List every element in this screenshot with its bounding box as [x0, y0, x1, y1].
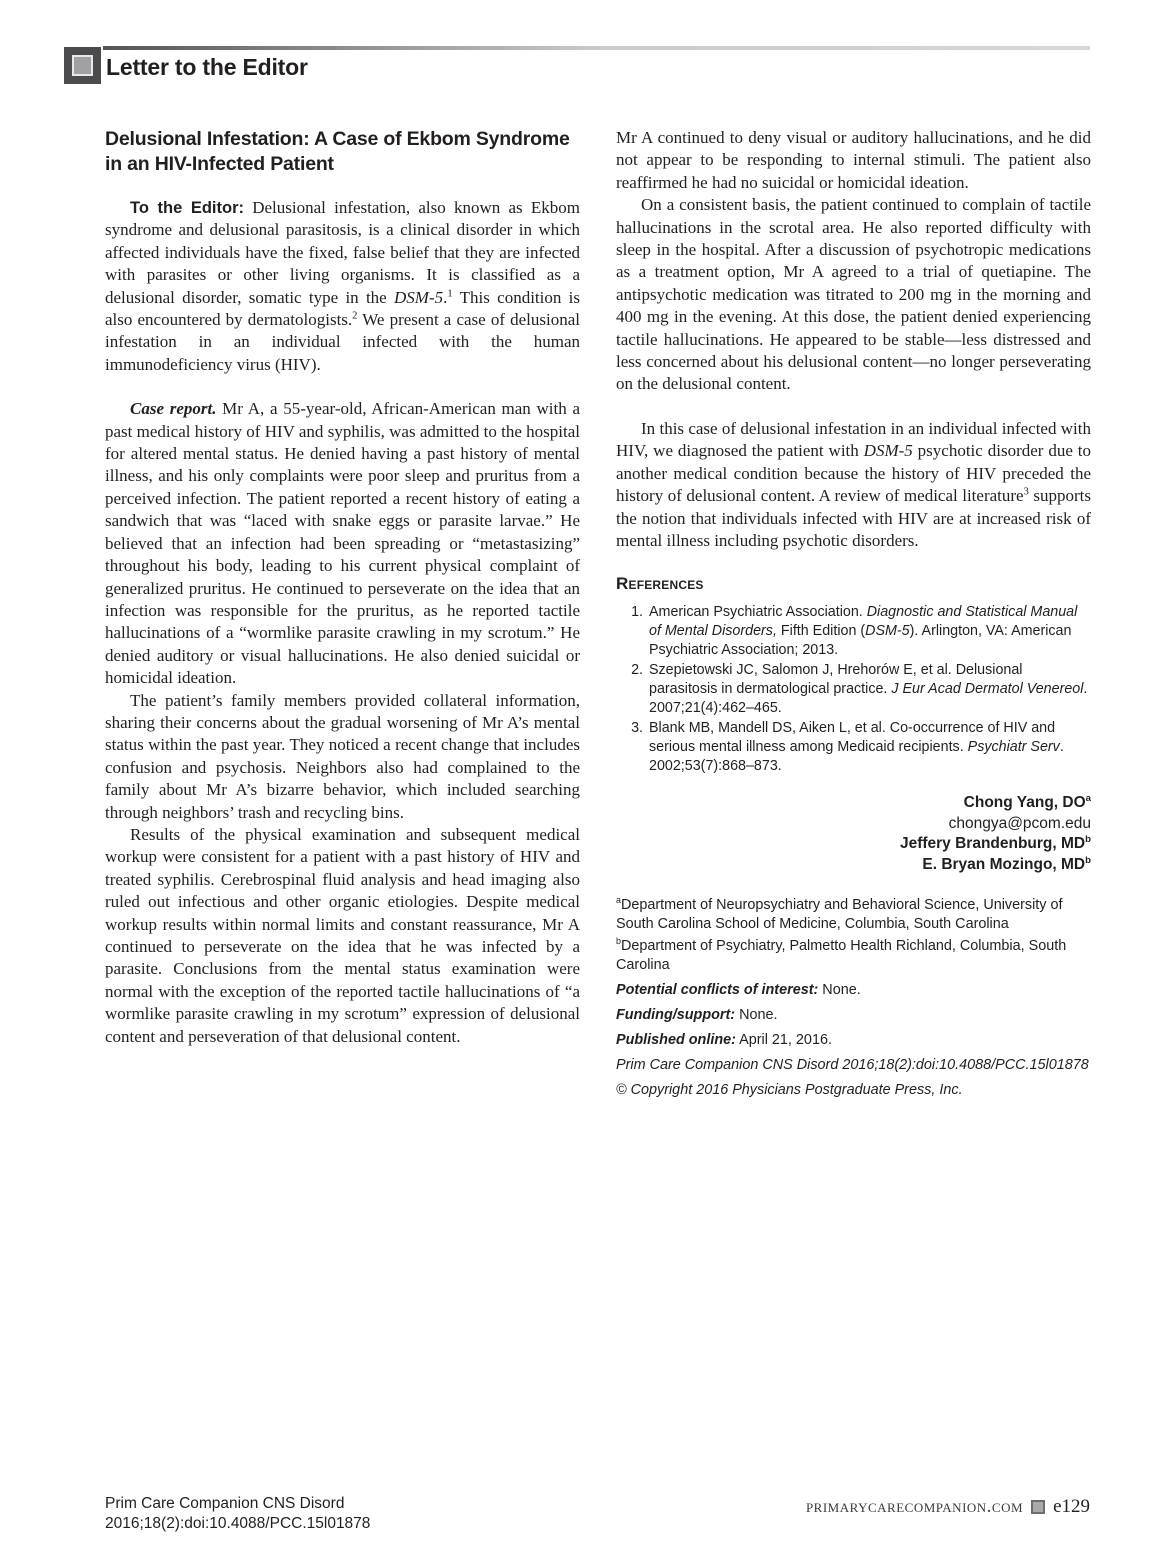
article-body [105, 127, 1091, 1100]
copyright-line: © Copyright 2016 Physicians Postgraduate Press, Inc. [616, 1082, 963, 1099]
funding-note: Funding/support: None. [616, 1007, 778, 1024]
section-title: Letter to the Editor [106, 54, 308, 80]
para-case-report: Case report. Mr A, a 55-year-old, African-American man with a past medical history of HIV and syphilis, was admitted to the hospital for altered mental status. He denied having a past history of mental illness, and his only complaints were poor sleep and pruritus from a perceived infection. The patient reported a recent history of eating a sandwich that was “laced with snake eggs or parasite larvae.” He believed that an infection had been spreading or “metastasizing” throughout his body, leading to his current physical complaint of generalized pruritus. He continued to perseverate on the idea that an infection was responsible for the pruritus, as he reported tactile hallucinations of a “wormlike parasite crawling in my scrotum.” He denied auditory or visual hallucinations. He also denied suicidal or homicidal ideation. [105, 399, 581, 688]
para-workup-results: Results of the physical examination and subsequent medical workup were consistent for a patient with a past history of HIV and treated syphilis. Cerebrospinal fluid analysis and head imaging also ruled out infectious and other organic etiologies. Despite medical workup results within normal limits and constant reassurance, Mr A continued to perseverate on the idea that he was infected by a parasite. Conclusions from the mental status examination were normal with the exception of the reported tactile hallucinations of “a wormlike parasite crawling in my scrotum” expression of delusional content and perseveration of that delusional content. [105, 824, 580, 1046]
footer-site-url: primarycarecompanion.com [805, 1496, 1024, 1517]
footer-journal-info [105, 1494, 370, 1534]
footer-square-icon [1031, 1500, 1045, 1514]
section-marker-inner-square-icon [72, 55, 93, 76]
conflicts-note: Potential conflicts of interest: None. [616, 982, 861, 999]
para-treatment: On a consistent basis, the patient continued to complain of tactile hallucinations in the scrotal area. He also reported difficulty with sleep in the hospital. After a discussion of psychotropic medications as a treatment option, Mr A agreed to a trial of quetiapine. The antipsychotic medication was titrated to 200 mg in the morning and 400 mg in the evening. At this dose, the patient denied experiencing tactile hallucinations. He appeared to be stable—less distressed and less concerned about his delusional content—no longer perseverating on the delusional content. [616, 195, 1091, 394]
footer-right [806, 1494, 1090, 1518]
references-heading: References [616, 574, 704, 594]
article-title-line1: Delusional Infestation: A Case of Ekbom Syndrome [105, 128, 570, 150]
para-family-collateral: The patient’s family members provided collateral information, sharing their concerns about the gradual worsening of Mr A’s mental status within the past year. They noticed a recent change that includes confusion and psychosis. Neighbors also had complained to the family about Mr A’s bizarre behavior, which included searching through neighbors’ trash and recycling bins. [105, 690, 580, 822]
para-hallucination-denial: Mr A continued to deny visual or auditory hallucinations, and he did not appear to be responding to internal stimuli. The patient also reaffirmed he had no suicidal or homicidal ideation. [616, 128, 1091, 192]
reference-item-2: 2. Szepietowski JC, Salomon J, Hrehorów E, et al. Delusional parasitosis in dermatological practice. J Eur Acad Dermatol Venereol. 2007;21(4):462–465. [647, 661, 1091, 718]
right-column [616, 127, 1091, 1100]
footer-journal-line1: Prim Care Companion CNS Disord [105, 1495, 345, 1512]
affiliation-b: $^b$Department of Psychiatry, Palmetto Health Richland, Columbia, South Carolina [616, 936, 1067, 974]
article-title-line2: in an HIV-Infected Patient [105, 153, 334, 175]
article-title [105, 127, 580, 177]
reference-item-3: 3. Blank MB, Mandell DS, Aiken L, et al. Co-occurrence of HIV and serious mental illness among Medicaid recipients. Psychiatr Serv. 2002;53(7):868–873. [647, 719, 1091, 776]
footer-page-number: e129 [1053, 1496, 1090, 1517]
author-name-3: E. Bryan Mozingo, $MD^b$ [922, 854, 1091, 873]
author-email: chongya@pcom.edu [948, 814, 1091, 832]
section-rule [103, 46, 1090, 50]
page-footer [105, 1494, 1090, 1534]
references-list [616, 603, 1091, 776]
author-name-2: Jeffery Brandenburg, $MD^b$ [899, 834, 1091, 853]
footer-journal-line2: 2016;18(2):doi:10.4088/PCC.15l01878 [105, 1515, 371, 1532]
affiliations-block [616, 896, 1091, 1100]
author-name-1: Chong Yang, $DO^a$ [963, 793, 1091, 812]
para-to-the-editor: To the Editor: Delusional infestation, also known as Ekbom syndrome and delusional parasitosis, is a clinical disorder in which affected individuals have the fixed, false belief that they are infected with parasites or other living organisms. It is classified as a delusional disorder, somatic type in the DSM-5.$^1$ This condition is also encountered by dermatologists.$^2$ We present a case of delusional infestation in an individual infected with the human immunodeficiency virus (HIV). [105, 198, 580, 374]
section-marker-icon [64, 47, 101, 84]
reference-item-1: 1. American Psychiatric Association. Diagnostic and Statistical Manual of Mental Disorders, Fifth Edition (DSM-5). Arlington, VA: American Psychiatric Association; 2013. [647, 603, 1091, 660]
para-discussion: In this case of delusional infestation in an individual infected with HIV, we diagnosed the patient with DSM-5 psychotic disorder due to another medical condition because the history of HIV preceded the history of delusional content. A review of medical literature$^3$ supports the notion that individuals infected with HIV are at increased risk of mental illness including psychotic disorders. [616, 418, 1091, 550]
section-header [0, 0, 1170, 95]
citation-line: Prim Care Companion CNS Disord 2016;18(2):doi:10.4088/PCC.15l01878 [616, 1057, 1089, 1074]
left-column [105, 127, 580, 1100]
affiliation-a: $^a$Department of Neuropsychiatry and Behavioral Science, University of South Carolina School of Medicine, Columbia, South Carolina [616, 895, 1063, 933]
published-online-note: Published online: April 21, 2016. [616, 1032, 832, 1049]
author-block [616, 793, 1091, 875]
